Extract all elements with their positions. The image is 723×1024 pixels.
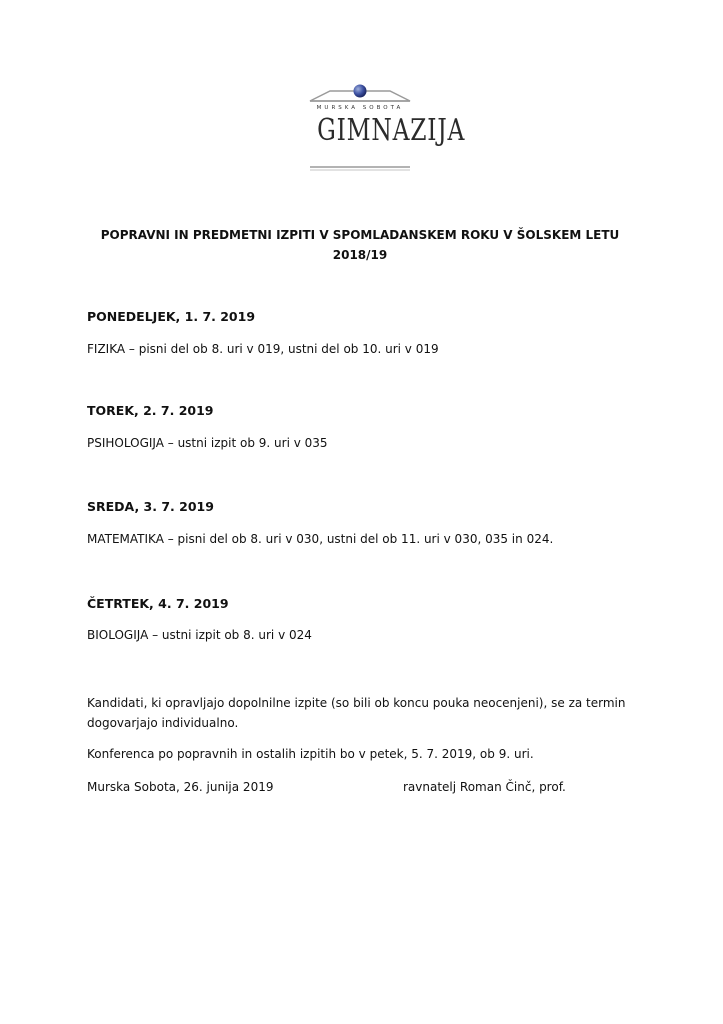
logo-subtitle: MURSKA SOBOTA (316, 105, 404, 111)
title-line-2: 2018/19 (332, 248, 388, 262)
conference-note: Konferenca po popravnih in ostalih izpitih bo v petek, 5. 7. 2019, ob 9. uri. (87, 747, 534, 761)
schedule-day-2: TOREK, 2. 7. 2019 (87, 403, 214, 418)
schedule-detail-2: PSIHOLOGIJA – ustni izpit ob 9. uri v 035 (87, 436, 328, 450)
title-line-1: POPRAVNI IN PREDMETNI IZPITI V SPOMLADANSKEM ROKU V ŠOLSKEM LETU (100, 228, 620, 242)
candidates-note: Kandidati, ki opravljajo dopolnilne izpite (so bili ob koncu pouka neocenjeni), se za termin dogovarjajo individualno. (87, 696, 626, 730)
place-date: Murska Sobota, 26. junija 2019 (87, 780, 274, 794)
schedule-day-3: SREDA, 3. 7. 2019 (87, 499, 214, 514)
schedule-day-4: ČETRTEK, 4. 7. 2019 (87, 596, 229, 611)
schedule-detail-1: FIZIKA – pisni del ob 8. uri v 019, ustni del ob 10. uri v 019 (87, 342, 439, 356)
signature: ravnatelj Roman Činč, prof. (403, 780, 566, 794)
logo-name: GIMNAZIJA (317, 113, 466, 148)
schedule-detail-3: MATEMATIKA – pisni del ob 8. uri v 030, ustni del ob 11. uri v 030, 035 in 024. (87, 532, 554, 546)
schedule-detail-4: BIOLOGIJA – ustni izpit ob 8. uri v 024 (87, 628, 312, 642)
school-logo (305, 83, 466, 173)
document-title (60, 225, 660, 265)
schedule-day-1: PONEDELJEK, 1. 7. 2019 (87, 309, 256, 324)
